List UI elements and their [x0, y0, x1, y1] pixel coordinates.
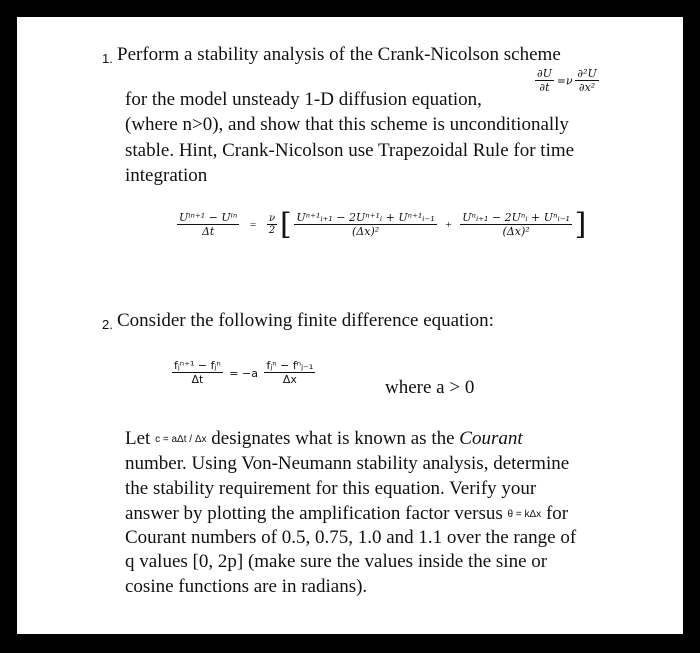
q2-line-f: q values [0, 2p] (make sure the values inside the sine or — [125, 551, 548, 572]
fd-rhs: $\frac{\text{fⱼⁿ − fⁿⱼ₋₁}}{\Delta x}$ — [266, 359, 314, 387]
pde-lhs: $\frac{\partial U}{\partial t}$ — [537, 67, 552, 95]
scheme-equals: = — [249, 219, 257, 231]
document-page — [17, 17, 683, 634]
pde-rhs: $\frac{\text{∂²U}}{\text{∂x²}}$ — [577, 67, 597, 95]
q2-line-d — [125, 501, 568, 527]
q1-line5: integration — [125, 165, 208, 186]
q2-line-a — [125, 426, 523, 452]
q1-line4: stable. Hint, Crank-Nicolson use Trapezoidal Rule for time — [125, 140, 575, 161]
courant-definition: c = aΔt / Δx — [155, 434, 207, 446]
fd-lhs: $\frac{\text{fⱼⁿ⁺¹ − fⱼⁿ}}{\Delta t}$ — [174, 359, 221, 387]
theta-definition: θ = kΔx — [507, 509, 542, 521]
scheme-term2: $\frac{\text{Uⁿᵢ₊₁ − 2Uⁿᵢ + Uⁿᵢ₋₁}}{\text{(Δx)²}}$ — [462, 210, 570, 238]
line-d-start: answer by plotting the amplification factor versus — [125, 503, 503, 524]
finite-difference-equation — [172, 360, 315, 386]
left-bracket: [ — [279, 207, 292, 242]
q1-line1: Perform a stability analysis of the Crank-Nicolson scheme — [117, 44, 561, 65]
q2-line-c: the stability requirement for this equation. Verify your — [125, 478, 537, 499]
q1-line3: (where n>0), and show that this scheme is unconditionally — [125, 114, 569, 135]
fd-mid: = −a — [229, 366, 258, 380]
pde-equals: =ν — [556, 74, 573, 88]
q1-pde — [535, 68, 599, 94]
q2-line-g: cosine functions are in radians). — [125, 576, 368, 597]
line-d-end: for — [545, 503, 569, 524]
q2-line1: Consider the following finite difference equation: — [117, 310, 494, 331]
crank-nicolson-equation — [177, 207, 587, 242]
scheme-lhs: $\frac{\text{Uⁱⁿ⁺¹ − Uⁱⁿ}}{\Delta t}$ — [179, 210, 238, 238]
right-bracket: ] — [574, 207, 587, 242]
q1-line2: for the model unsteady 1-D diffusion equation, — [125, 89, 482, 110]
scheme-plus: + — [445, 219, 452, 231]
q2-number: 2. — [102, 317, 113, 332]
q2-line-b: number. Using Von-Neumann stability analysis, determine — [125, 453, 570, 474]
q2-line-e: Courant numbers of 0.5, 0.75, 1.0 and 1.1 over the range of — [125, 527, 577, 548]
line-a-rest: designates what is known as the — [211, 428, 455, 449]
scheme-coef: $\frac{\nu}{2}$ — [268, 213, 276, 236]
where-condition: where a > 0 — [385, 377, 475, 398]
scheme-term1: $\frac{\text{Uⁿ⁺¹ᵢ₊₁ − 2Uⁿ⁺¹ᵢ + Uⁿ⁺¹ᵢ₋₁}}{\text{(Δx)²}}$ — [296, 210, 435, 238]
courant-word: Courant — [459, 428, 523, 449]
let-word: Let — [125, 428, 151, 449]
q1-number: 1. — [102, 51, 113, 66]
